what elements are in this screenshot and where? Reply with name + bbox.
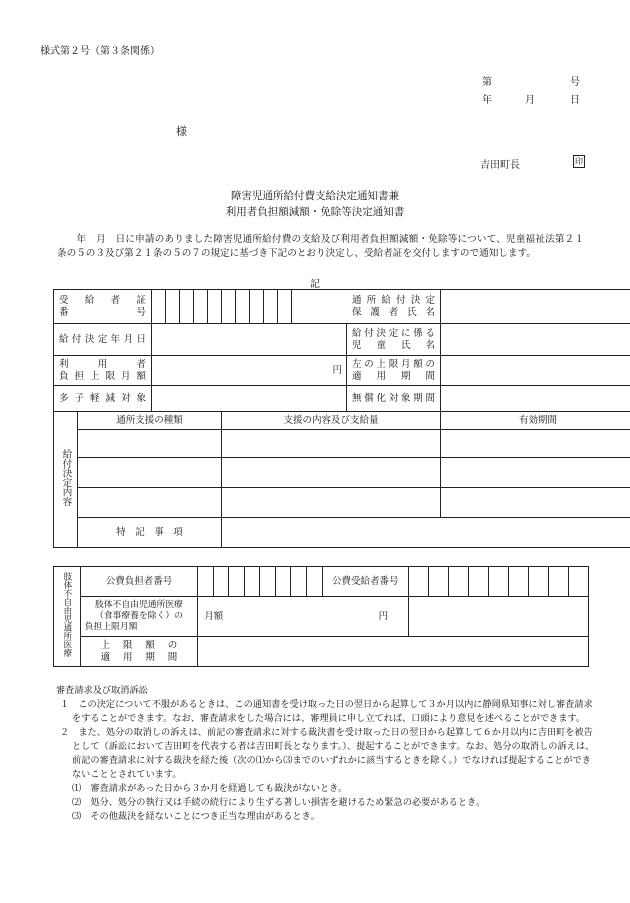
date-year: 年 [482, 95, 492, 106]
recipient-no-cell [236, 290, 250, 324]
medical-limit-blank [409, 597, 589, 637]
content-row-valid [441, 488, 630, 518]
notes-section [56, 684, 595, 824]
ki-label: 記 [310, 279, 320, 290]
recipient-no-cell [264, 290, 278, 324]
note-2-1: ⑴ 審査請求があった日から３か月を経過しても裁決がないとき。 [72, 783, 348, 794]
medical-period-label: 上 限 額 の 適 用 期 間 [80, 637, 198, 667]
payer-no-cell [244, 567, 260, 597]
payer-no-cell [198, 567, 214, 597]
content-row-detail [222, 458, 441, 488]
payer-no-label: 公費負担者番号 [80, 567, 198, 597]
payer-no-cell [275, 567, 291, 597]
decision-date-label: 給付決定年月日 [54, 324, 152, 356]
recipient-public-no-cell [488, 567, 508, 597]
recipient-public-no-cell [409, 567, 429, 597]
recipient-no-cell [166, 290, 180, 324]
limit-period-label: 左の上限月額の 適 用 期 間 [347, 356, 441, 386]
guardian-label: 通所給付決定 保護者氏名 [292, 290, 441, 324]
medical-table [53, 566, 589, 667]
child-name-value [441, 324, 630, 356]
recipient-no-label: 受 給 者 証 番 号 [54, 290, 152, 324]
remarks-value [222, 518, 630, 548]
multi-child-value [152, 386, 347, 412]
medical-limit-value: 月額 円 [198, 597, 409, 637]
recipient-public-no-label: 公費受給者番号 [322, 567, 409, 597]
recipient-public-no-cell [508, 567, 528, 597]
content-row-detail [222, 488, 441, 518]
limit-period-value [441, 356, 630, 386]
content-row-valid [441, 458, 630, 488]
doc-number-dai: 第 [482, 77, 492, 88]
document-title-line1: 障害児通所給付費支給決定通知書兼 [231, 190, 399, 202]
content-row-type [78, 430, 222, 458]
document-title-line2: 利用者負担額減額・免除等決定通知書 [225, 206, 405, 218]
payer-no-cell [213, 567, 229, 597]
note-1: １ この決定について不服があるときは、この通知書を受け取った日の翌日から起算して３か月以内に静岡県知事に対し審査請求をすることができます。なお、審査請求をした場合には、審理員に申し立てれば、口頭により意見を述べることができます。 [60, 699, 593, 724]
note-2-2: ⑵ 処分、処分の執行又は手続の続行により生ずる著しい損害を避けるため緊急の必要があるとき。 [72, 797, 486, 808]
note-2-3: ⑶ その他裁決を経ないことにつき正当な理由があるとき。 [72, 811, 320, 822]
col-header-type: 通所支援の種類 [78, 412, 222, 430]
payer-no-cell [260, 567, 276, 597]
addressee-suffix: 様 [176, 125, 187, 138]
recipient-no-cell [180, 290, 194, 324]
date-month: 月 [525, 95, 535, 106]
recipient-public-no-cell [468, 567, 488, 597]
medical-limit-label: 肢体不自由児通所医療 （食事療養を除く）の 負担上限月額 [80, 597, 198, 637]
date-day: 日 [570, 95, 580, 106]
body-text: 年 月 日に申請のありました障害児通所給付費の支給及び利用者負担額減額・免除等について、児童福祉法第２１条の５の３及び第２１条の５の７の規定に基づき下記のとおり決定し、受給者証を交付しますので通知します。 [57, 234, 584, 259]
content-row-detail [222, 430, 441, 458]
recipient-public-no-cell [548, 567, 568, 597]
free-period-label: 無償化対象期間 [347, 386, 441, 412]
seal-mark: 印 [575, 157, 583, 166]
payer-no-cell [306, 567, 322, 597]
content-side-label: 給付決定内容 [54, 412, 78, 548]
recipient-no-cell [152, 290, 166, 324]
multi-child-label: 多子軽減対象 [54, 386, 152, 412]
decision-date-value [152, 324, 347, 356]
col-header-valid: 有効期間 [441, 412, 630, 430]
limit-value: 円 [152, 356, 347, 386]
content-row-type [78, 488, 222, 518]
issuer-name: 吉田町長 [480, 160, 520, 171]
medical-side-label: 肢体不自由児通所医療 [54, 567, 81, 667]
recipient-public-no-cell [449, 567, 469, 597]
child-name-label: 給付決定に係る 児 童 氏 名 [347, 324, 441, 356]
recipient-no-cell [222, 290, 236, 324]
notes-heading: 審査請求及び取消訴訟 [56, 685, 148, 696]
medical-period-value [198, 637, 589, 667]
content-row-valid [441, 430, 630, 458]
guardian-name-value [441, 290, 630, 324]
col-header-detail: 支援の内容及び支給量 [222, 412, 441, 430]
remarks-label: 特 記 事 項 [78, 518, 222, 548]
recipient-no-cell [278, 290, 292, 324]
recipient-no-cell [208, 290, 222, 324]
recipient-public-no-cell [528, 567, 548, 597]
payer-no-cell [229, 567, 245, 597]
note-2: ２ また、処分の取消しの訴えは、前記の審査請求に対する裁決書を受け取った日の翌日から起算して６か月以内に吉田町を被告として（訴訟において吉田町を代表する者は吉田町長となります。）、提起することができます。なお、処分の取消しの訴えは、前記の審査請求に対する裁決を経た後（次の⑴から⑶までのいずれかに該当するときを除く。）でなければ提起することができないこととされています。 [60, 727, 595, 780]
recipient-public-no-cell [429, 567, 449, 597]
doc-number-go: 号 [570, 77, 580, 88]
payer-no-cell [291, 567, 307, 597]
content-row-type [78, 458, 222, 488]
recipient-no-cell [194, 290, 208, 324]
decision-table [53, 289, 630, 548]
recipient-no-cell [250, 290, 264, 324]
form-number: 様式第２号（第３条関係） [40, 46, 160, 57]
limit-label: 利 用 者 負担上限月額 [54, 356, 152, 386]
free-period-value [441, 386, 630, 412]
recipient-public-no-cell [568, 567, 588, 597]
